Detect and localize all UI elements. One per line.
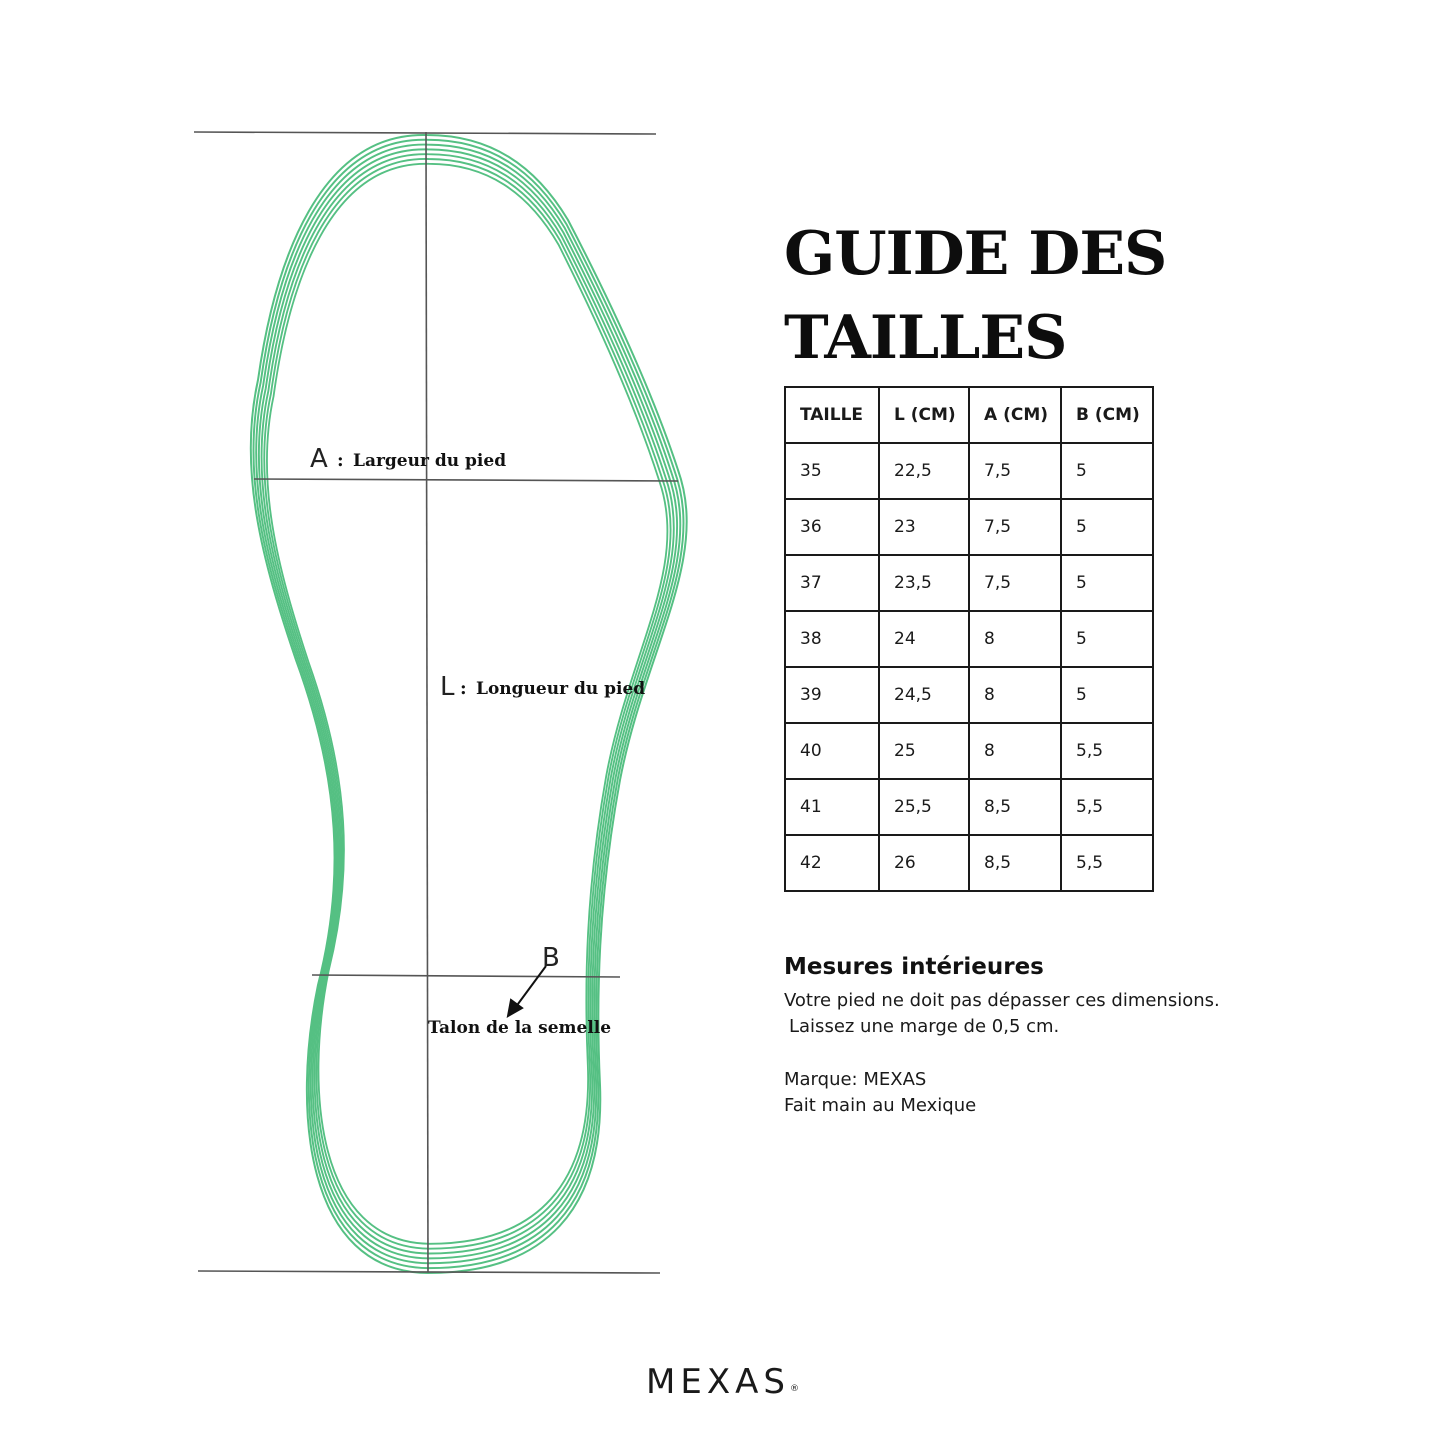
title-line-2: TAILLES: [784, 303, 1067, 373]
label-a-text: Largeur du pied: [353, 451, 507, 471]
table-row: [785, 835, 1153, 891]
sole-outline-ring: [264, 159, 671, 1249]
table-header-row: [785, 387, 1153, 443]
pointer-arrow: [508, 966, 546, 1016]
cell-a: 8: [969, 723, 1061, 779]
brand-logo-text: MEXAS: [646, 1362, 790, 1402]
origin-line: Fait main au Mexique: [784, 1095, 977, 1116]
cell-b: 5,5: [1061, 835, 1153, 891]
label-a-letter: A: [310, 444, 328, 474]
cell-taille: 36: [785, 499, 879, 555]
cell-a: 8,5: [969, 835, 1061, 891]
info-heading: Mesures intérieures: [784, 954, 1044, 980]
cell-b: 5,5: [1061, 723, 1153, 779]
label-l-letter: L: [440, 672, 455, 702]
brand-line: Marque: MEXAS: [784, 1069, 927, 1090]
size-table: [784, 386, 1154, 892]
label-b-text: Talon de la semelle: [428, 1018, 612, 1038]
cell-l: 24: [879, 611, 969, 667]
cell-taille: 38: [785, 611, 879, 667]
cell-b: 5: [1061, 443, 1153, 499]
info-line-1: Votre pied ne doit pas dépasser ces dimensions.: [784, 990, 1220, 1011]
cell-b: 5,5: [1061, 779, 1153, 835]
table-row: [785, 499, 1153, 555]
cell-l: 25: [879, 723, 969, 779]
sole-diagram: [0, 0, 760, 1320]
cell-a: 8: [969, 611, 1061, 667]
cell-l: 26: [879, 835, 969, 891]
brand-logo: [0, 1362, 1445, 1402]
cell-l: 22,5: [879, 443, 969, 499]
cell-l: 23,5: [879, 555, 969, 611]
table-row: [785, 723, 1153, 779]
bottom-boundary-line: [198, 1271, 660, 1273]
cell-a: 7,5: [969, 443, 1061, 499]
heel-measure-line: [312, 975, 620, 977]
cell-l: 25,5: [879, 779, 969, 835]
cell-b: 5: [1061, 555, 1153, 611]
sole-outlines: [251, 135, 687, 1273]
cell-b: 5: [1061, 499, 1153, 555]
header-b-cm: B (CM): [1061, 387, 1153, 443]
header-taille: TAILLE: [785, 387, 879, 443]
table-row: [785, 555, 1153, 611]
cell-a: 8,5: [969, 779, 1061, 835]
table-row: [785, 667, 1153, 723]
label-a-colon: :: [337, 450, 344, 471]
cell-taille: 35: [785, 443, 879, 499]
sole-outline-ring: [267, 164, 668, 1244]
header-a-cm: A (CM): [969, 387, 1061, 443]
cell-a: 7,5: [969, 555, 1061, 611]
cell-a: 7,5: [969, 499, 1061, 555]
cell-taille: 40: [785, 723, 879, 779]
cell-l: 23: [879, 499, 969, 555]
sole-outline-ring: [261, 154, 673, 1253]
label-l-text: Longueur du pied: [476, 679, 646, 699]
title-line-1: GUIDE DES: [784, 219, 1167, 289]
label-b-letter: B: [542, 943, 560, 973]
table-row: [785, 611, 1153, 667]
cell-taille: 37: [785, 555, 879, 611]
cell-a: 8: [969, 667, 1061, 723]
label-l-colon: :: [460, 678, 467, 699]
page-title: [784, 212, 1166, 380]
cell-b: 5: [1061, 611, 1153, 667]
registered-mark: ®: [789, 1384, 799, 1394]
cell-taille: 39: [785, 667, 879, 723]
table-row: [785, 779, 1153, 835]
cell-b: 5: [1061, 667, 1153, 723]
table-row: [785, 443, 1153, 499]
length-axis-line: [426, 132, 428, 1272]
header-l-cm: L (CM): [879, 387, 969, 443]
cell-taille: 41: [785, 779, 879, 835]
info-line-2: Laissez une marge de 0,5 cm.: [789, 1016, 1060, 1037]
top-boundary-line: [194, 132, 656, 134]
cell-taille: 42: [785, 835, 879, 891]
cell-l: 24,5: [879, 667, 969, 723]
width-measure-line: [254, 479, 678, 481]
